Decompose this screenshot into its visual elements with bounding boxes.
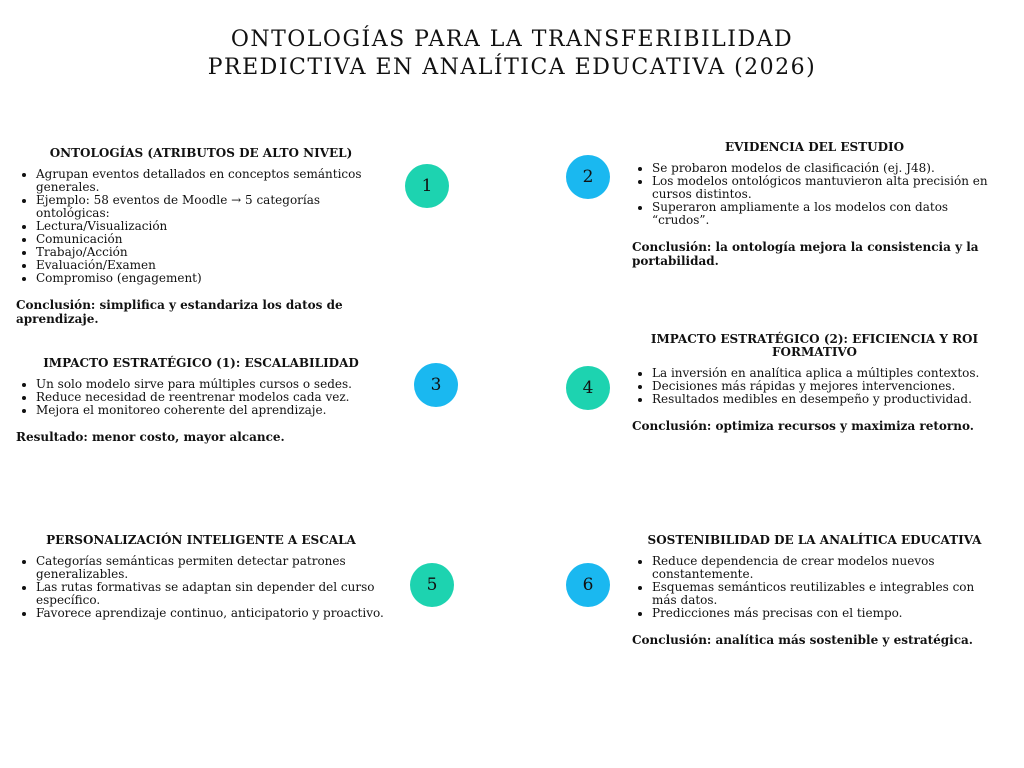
section-title: EVIDENCIA DEL ESTUDIO (724, 140, 905, 154)
list-item: • Resultados medibles en desempeño y productividad. (652, 393, 997, 406)
list-item: • Predicciones más precisas con el tiempo. (652, 607, 997, 620)
list-item: • Reduce necesidad de reentrenar modelos cada vez. (36, 391, 386, 404)
section-title: SOSTENIBILIDAD DE LA ANALÍTICA EDUCATIVA (647, 533, 982, 547)
step-number-badge-2: 2 (566, 155, 610, 199)
step-number-badge-6: 6 (566, 563, 610, 607)
list-item: • Evaluación/Examen (36, 259, 386, 272)
list-item: • Superaron ampliamente a los modelos con datos “crudos”. (652, 201, 997, 227)
list-item: • Un solo modelo sirve para múltiples cursos o sedes. (36, 378, 386, 391)
list-item: • Favorece aprendizaje continuo, anticipatorio y proactivo. (36, 607, 386, 620)
section-personalizacion (16, 534, 386, 620)
step-number-badge-5: 5 (410, 563, 454, 607)
bullet-list (632, 367, 997, 406)
section-conclusion: Conclusión: analítica más sostenible y estratégica. (632, 633, 973, 647)
page-title-line-2: PREDICTIVA EN ANALÍTICA EDUCATIVA (2026) (207, 55, 817, 80)
bullet-list (16, 555, 386, 620)
step-number-badge-1: 1 (405, 164, 449, 208)
step-number-badge-3: 3 (414, 363, 458, 407)
section-title: PERSONALIZACIÓN INTELIGENTE A ESCALA (46, 533, 356, 547)
section-conclusion: Conclusión: la ontología mejora la consistencia y la portabilidad. (632, 240, 979, 268)
list-item: • Trabajo/Acción (36, 246, 386, 259)
section-title: IMPACTO ESTRATÉGICO (1): ESCALABILIDAD (43, 356, 359, 370)
section-ontologias (16, 147, 386, 326)
list-item: • Categorías semánticas permiten detectar patrones generalizables. (36, 555, 386, 581)
section-title: IMPACTO ESTRATÉGICO (2): EFICIENCIA Y ROI FORMATIVO (650, 332, 979, 359)
list-item: • Las rutas formativas se adaptan sin depender del curso específico. (36, 581, 386, 607)
section-conclusion: Resultado: menor costo, mayor alcance. (16, 430, 285, 444)
page-title-line-1: ONTOLOGÍAS PARA LA TRANSFERIBILIDAD (230, 27, 794, 52)
page-title (0, 26, 1024, 82)
section-evidencia (632, 141, 997, 268)
list-item: • Mejora el monitoreo coherente del aprendizaje. (36, 404, 386, 417)
bullet-list (16, 378, 386, 417)
list-item: • Ejemplo: 58 eventos de Moodle → 5 categorías ontológicas: (36, 194, 386, 220)
list-item: • Se probaron modelos de clasificación (ej. J48). (652, 162, 997, 175)
list-item: • Decisiones más rápidas y mejores intervenciones. (652, 380, 997, 393)
list-item: • Comunicación (36, 233, 386, 246)
bullet-list (16, 168, 386, 285)
list-item: • Los modelos ontológicos mantuvieron alta precisión en cursos distintos. (652, 175, 997, 201)
list-item: • Esquemas semánticos reutilizables e integrables con más datos. (652, 581, 997, 607)
section-sostenibilidad (632, 534, 997, 647)
section-title: ONTOLOGÍAS (ATRIBUTOS DE ALTO NIVEL) (49, 146, 353, 160)
list-item: • Compromiso (engagement) (36, 272, 386, 285)
list-item: • Agrupan eventos detallados en conceptos semánticos generales. (36, 168, 386, 194)
bullet-list (632, 162, 997, 227)
bullet-list (632, 555, 997, 620)
section-conclusion: Conclusión: optimiza recursos y maximiza retorno. (632, 419, 974, 433)
section-conclusion: Conclusión: simplifica y estandariza los datos de aprendizaje. (16, 298, 343, 326)
section-escalabilidad (16, 357, 386, 444)
section-eficiencia-roi (632, 333, 997, 433)
list-item: • Reduce dependencia de crear modelos nuevos constantemente. (652, 555, 997, 581)
list-item: • Lectura/Visualización (36, 220, 386, 233)
step-number-badge-4: 4 (566, 366, 610, 410)
list-item: • La inversión en analítica aplica a múltiples contextos. (652, 367, 997, 380)
